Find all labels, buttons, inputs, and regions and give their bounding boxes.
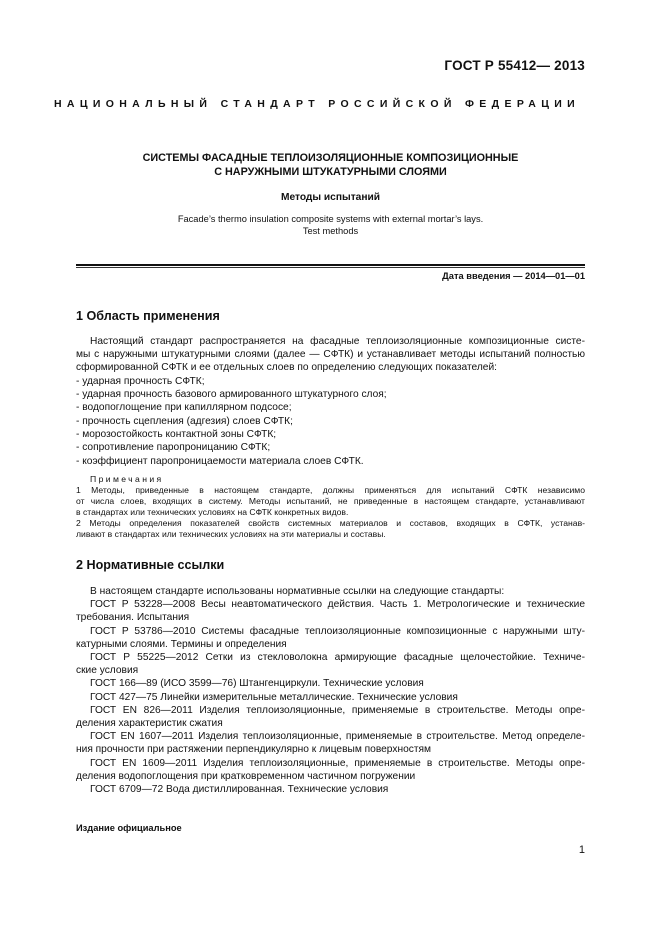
title-line-2: С НАРУЖНЫМИ ШТУКАТУРНЫМИ СЛОЯМИ [214,165,447,178]
document-subtitle: Методы испытаний [280,192,381,203]
reference-item: ГОСТ EN 1609—2011 Изделия теплоизоляционные, применяемые в строительстве. Методы опре- [90,757,585,769]
note-1-line: 1 Методы, приведенные в настоящем стандарте, должны применяться для испытаний СФТК независимо [76,485,585,495]
national-standard-banner: НАЦИОНАЛЬНЫЙ СТАНДАРТ РОССИЙСКОЙ ФЕДЕРАЦИИ [53,98,581,110]
reference-item: деления водопоглощения при кратковременном частичном погружении [76,770,416,782]
list-item: - ударная прочность СФТК; [76,376,205,387]
reference-item: ГОСТ Р 53786—2010 Системы фасадные теплоизоляционные композиционные с наружными шту- [90,625,585,637]
reference-item: ГОСТ 6709—72 Вода дистиллированная. Технические условия [90,784,389,796]
reference-item: ГОСТ EN 826—2011 Изделия теплоизоляционные, применяемые в строительстве. Методы опре- [90,704,585,716]
list-item: - коэффициент паропроницаемости материала слоев СФТК. [76,456,364,467]
list-item: - морозостойкость контактной зоны СФТК; [76,429,277,440]
official-edition-note: Издание официальное [76,823,182,833]
paragraph-line: сформированной СФТК и ее отдельных слоев по определению следующих показателей: [76,362,497,374]
title-line-1: СИСТЕМЫ ФАСАДНЫЕ ТЕПЛОИЗОЛЯЦИОННЫЕ КОМПОЗИЦИОННЫЕ [142,152,519,164]
reference-item: ния прочности при растяжении перпендикулярно к лицевым поверхностям [76,744,432,756]
english-title [60,213,601,237]
title-divider-thick [76,264,585,266]
list-item: - водопоглощение при капиллярном подсосе; [76,402,292,413]
reference-item: ГОСТ 166—89 (ИСО 3599—76) Штангенциркули. Технические условия [90,678,424,690]
english-title-line-1: Facade’s thermo insulation composite systems with external mortar’s lays. [177,214,484,224]
reference-item: ГОСТ Р 53228—2008 Весы неавтоматического действия. Часть 1. Метрологические и технические [90,599,585,611]
reference-item: деления характеристик сжатия [76,718,223,730]
paragraph-line: Настоящий стандарт распространяется на фасадные теплоизоляционные композиционные систе- [90,336,585,347]
intro-date: Дата введения — 2014—01—01 [442,271,585,281]
reference-intro: В настоящем стандарте использованы нормативные ссылки на следующие стандарты: [90,586,505,597]
note-1-line: от числа слоев, входящих в систему. Методы испытаний, не приведенные в настоящем стандарте, устанавливают [76,496,585,506]
reference-item: ские условия [76,665,139,677]
reference-item: ГОСТ 427—75 Линейки измерительные металлические. Технические условия [90,691,458,703]
section-2-heading: 2 Нормативные ссылки [76,558,225,572]
gost-number: ГОСТ Р 55412— 2013 [444,58,585,73]
note-1-line: в стандартах или технических условиях на СФТК конкретных видов. [76,507,349,517]
reference-item: катурными слоями. Термины и определения [76,638,287,650]
reference-item: ГОСТ Р 55225—2012 Сетки из стекловолокна армирующие фасадные щелочестойкие. Техниче- [90,652,585,664]
list-item: - сопротивление паропроницанию СФТК; [76,442,271,453]
title-divider-thin [76,267,585,268]
page-number: 1 [578,844,585,856]
list-item: - ударная прочность базового армированного штукатурного слоя; [76,389,387,400]
notes-block [76,474,585,540]
note-2-line: ливают в стандартах или технических условиях на эти материалы и составы. [76,529,386,539]
reference-item: ГОСТ EN 1607—2011 Изделия теплоизоляционные, применяемые в строительстве. Метод определе- [90,731,585,743]
note-2-line: 2 Методы определения показателей свойств системных материалов и составов, входящих в СФТК, устанав- [76,518,585,528]
list-item: - прочность сцепления (адгезия) слоев СФТК; [76,416,293,427]
normative-references [76,585,585,796]
paragraph-line: мы с наружными штукатурными слоями (далее — СФТК) и устанавливает методы испытаний полностью [76,349,585,361]
reference-item: требования. Испытания [76,612,190,624]
english-title-line-2: Test methods [302,226,359,236]
section-1-paragraph-text [76,335,585,375]
notes-title: Примечания [90,474,164,484]
section-1-heading: 1 Область применения [76,309,220,323]
document-title [60,152,601,179]
